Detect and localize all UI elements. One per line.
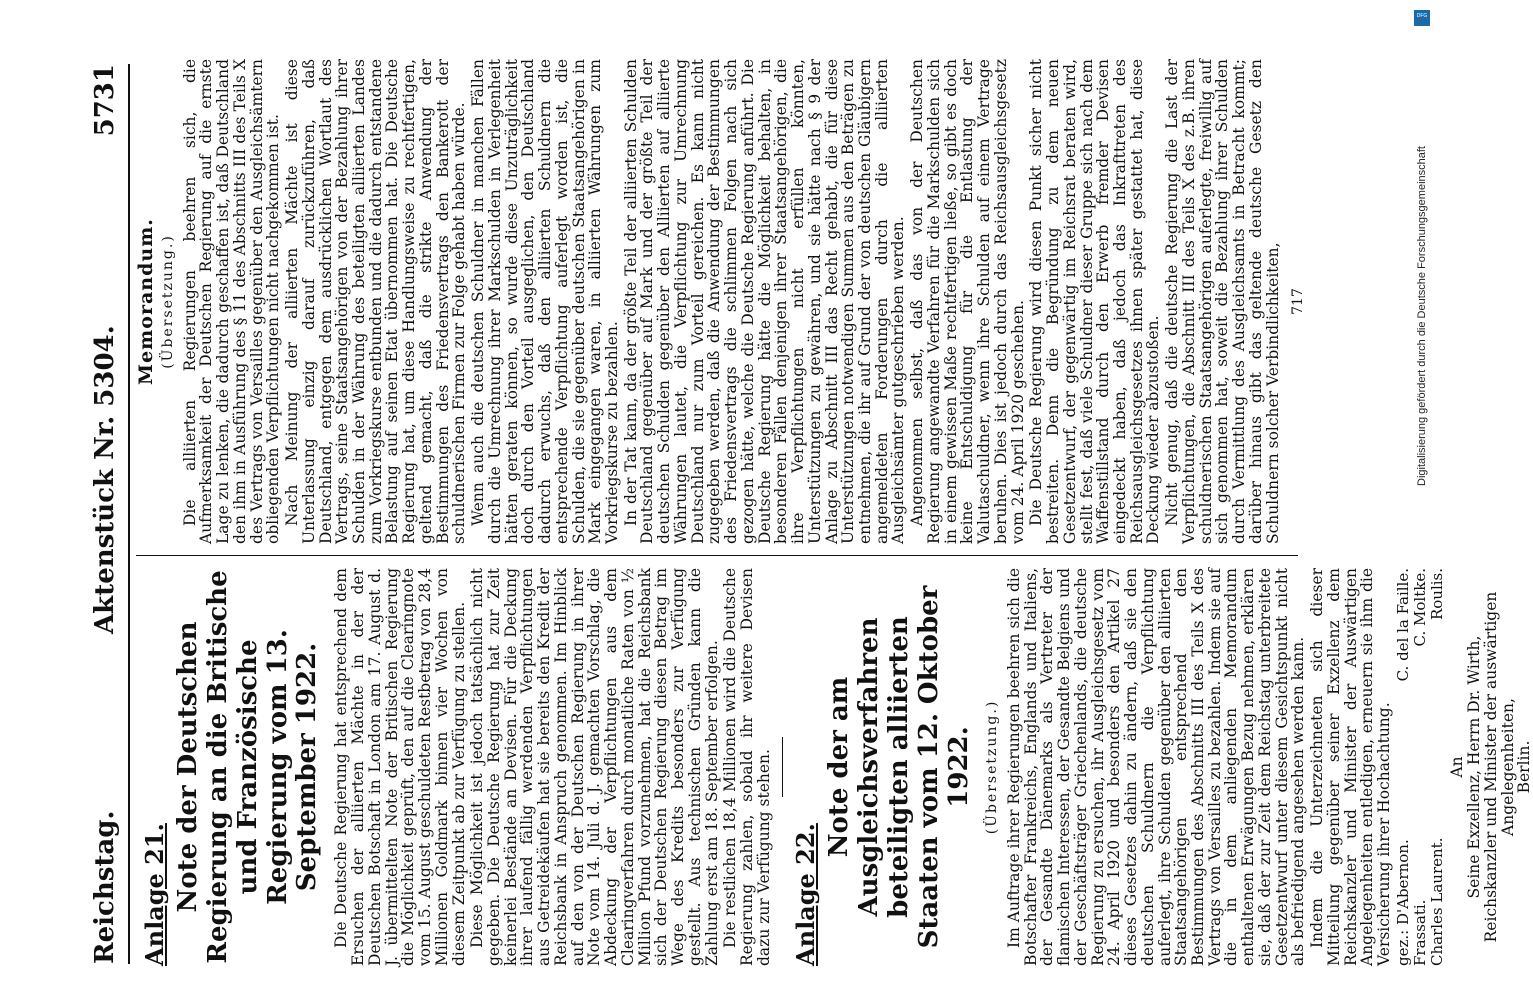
signature: Charles Laurent. <box>1428 837 1447 966</box>
signature: gez.: D'Abernon. <box>1393 839 1412 966</box>
anlage-21-label: Anlage 21. <box>140 823 169 966</box>
memorandum-subtitle: (Übersetzung.) <box>159 234 176 369</box>
dfg-sidebar <box>1414 10 1430 580</box>
memorandum-paragraph: Nach Meinung der alliierten Mächte ist diese Unterlassung einzig darauf zurückzuführen, daß Deutschland, entgegen dem ausdrücklichen Wortlaut des Vertrags, seine Staatsangehörigen von der Bezahlung ihrer Schulden in der Währung des beteiligten alliierten Landes zum Vorkriegskurse entbunden und die dadurch entstandene Belastung auf seinen Etat übernommen hat. Die Deutsche Regierung hat, um diese Handlungsweise zu rechtfertigen, geltend gemacht, daß die strikte Anwendung der Bestimmungen des Friedensvertrags den Bankerott der schuldnerischen Firmen zur Folge gehabt haben würde. <box>283 59 469 544</box>
signature: Roulis. <box>1428 568 1447 621</box>
header-page-number: 5731 <box>90 64 120 137</box>
signature-row <box>1429 568 1445 966</box>
column-divider <box>136 555 1298 556</box>
anlage-22-title: Note der am Ausgleichsverfahren beteiligten alliierten Staaten vom 12. Oktober 1922. <box>824 585 974 949</box>
digitization-note: Digitalisierung gefördert durch die Deutsche Forschungsgemeinschaft <box>1416 146 1428 486</box>
header-center: Aktenstück Nr. 5304. <box>90 325 120 634</box>
address-line: Seine Exzellenz, Herrn Dr. Wirth, <box>1465 635 1484 899</box>
address-line: Reichskanzler und Minister der auswärtigen Angelegenheiten, <box>1481 591 1517 943</box>
signature: C. del la Faille. <box>1393 568 1412 682</box>
anlage-22-subtitle: (Übersetzung.) <box>983 699 1000 835</box>
anlage-21-title: Note der Deutschen Regierung an die Britische und Französische Regierung vom 13. September 1922. <box>172 570 323 964</box>
anlage-22-paragraph: Im Auftrage ihrer Regierungen beehren sich die Botschafter Frankreichs, Englands und Italiens, der Gesandte Dänemarks als Vertreter der flamischen Interessen, der Gesandte Belgiens und der Geschäftsträger Griechenlands, die deutsche Regierung zu ersuchen, ihr Ausgleichsgesetz vom 24. April 1920 und besonders den Artikel 27 dieses Gesetzes dahin zu ändern, daß sie den deutschen Schuldnern die Verpflichtung auferlegt, ihre Schulden gegenüber den alliierten Staatsangehörigen entsprechend den Bestimmungen des Abschnitts III des Teils X des Vertrags von Versailles zu bezahlen. Indem sie auf die in dem anliegenden Memorandum enthaltenen Erwägungen Bezug nehmen, erklären sie, daß der zur Zeit dem Reichstag unterbreitete Gesetzentwurf unter diesem Gesichtspunkt nicht als befriedigend angesehen werden kann. <box>1004 568 1308 966</box>
address-line: Berlin. <box>1515 740 1533 794</box>
memorandum-paragraph: Angenommen selbst, daß das von der Deutschen Regierung angewandte Verfahren für die Markschulden sich in einem gewissen Maße rechtfertigen ließe, so gibt es doch keine Entschuldigung für die Entlastung der Valutaschuldner, wenn ihre Schulden auf einem Vertrage beruhen. Dies ist jedoch durch das Reichsausgleichsgesetz vom 24. April 1920 geschehen. <box>908 59 1027 544</box>
page-number: 717 <box>1290 288 1307 315</box>
header-left: Reichstag. <box>90 810 120 964</box>
memorandum-title: Memorandum. <box>135 218 157 385</box>
memorandum-paragraph: Nicht genug, daß die deutsche Regierung die Last der Verpflichtungen, die Abschnitt III des Teils X des z.B. ihren schuldnerischen Staatsangehörigen auferlegte, freiwillig auf sich genommen hat, soweit die Bezahlung ihrer Schulden durch Vermittlung des Ausgleichsamts in Betracht kommt; darüber hinaus gibt das geltende deutsche Gesetz den Schuldnern solcher Verbindlichkeiten, <box>1163 59 1282 544</box>
address-block <box>1449 568 1533 966</box>
right-column <box>136 59 1306 544</box>
memorandum-paragraph: Die Deutsche Regierung wird diesen Punkt sicher nicht bestreiten. Denn die Begründung zu dem neuen Gesetzentwurf, der gegenwärtig im Reichsrat beraten wird, stellt fest, daß viele Schuldner dieser Gruppe sich nach dem Waffenstillstand durch den Erwerb fremder Devisen eingedeckt haben, daß jedoch das Inkrafttreten des Reichsausgleichsgesetzes ihnen später gestattet hat, diese Deckung wieder abzustoßen. <box>1027 59 1163 544</box>
dfg-logo-text: DFG <box>1416 13 1428 19</box>
header-rule <box>128 64 130 964</box>
anlage-22-label: Anlage 22. <box>791 823 821 966</box>
signature-row <box>1395 568 1411 966</box>
left-column <box>136 568 1533 966</box>
signature-block <box>1395 568 1446 966</box>
dfg-logo <box>1414 10 1430 26</box>
page-header <box>84 64 124 964</box>
anlage-21-paragraph: Diese Möglichkeit ist jedoch tatsächlich nicht gegeben. Die Deutsche Regierung hat zur Zeit keinerlei Bestände an Devisen. Für die Deckung ihrer laufend fällig werdenden Verpflichtungen aus Getreidekäufen hat sie bereits den Kredit der Reichsbank in Anspruch genommen. Im Hinblick auf den von der Deutschen Regierung in ihrer Note vom 14. Juli d. J. gemachten Vorschlag, die Abdeckung der Verpflichtungen aus dem Clearingverfahren durch monatliche Raten von ½ Million Pfund vorzunehmen, hat die Reichsbank sich der Deutschen Regierung diesen Betrag im Wege des Kredits besonders zur Verfügung gestellt. Aus technischen Gründen kann die Zahlung erst am 18. September erfolgen. <box>468 568 721 966</box>
address-line: An <box>1448 756 1467 778</box>
signature: C. Moltke. <box>1411 568 1429 647</box>
anlage-22-paragraph: Indem die Unterzeichneten sich dieser Mitteilung gegenüber seiner Exzellenz dem Reichskanzler und Minister der Auswärtigen Angelegenheiten entledigen, erneuern sie ihm die Versicherung ihrer Hochachtung. <box>1308 568 1394 966</box>
memorandum-paragraph: Wenn auch die deutschen Schuldner in manchen Fällen durch die Umrechnung ihrer Markschulden in Verlegenheit hätten geraten können, so wurde diese Unzuträglichkeit doch durch den Vorteil ausgeglichen, den Deutschland dadurch erwuchs, daß den alliierten Schuldnern die entsprechende Verpflichtung auferlegt worden ist, die Schulden, die sie gegenüber deutschen Staatsangehörigen in Mark eingegangen waren, in alliierten Währungen zum Vorkriegskurse zu bezahlen. <box>469 59 621 544</box>
anlage-21-paragraph: Die restlichen 18,4 Millionen wird die Deutsche Regierung zahlen, sobald ihr weitere Devisen dazu zur Verfügung stehen. <box>721 568 773 966</box>
signature: Frassati. <box>1411 899 1429 966</box>
memorandum-paragraph: Die alliierten Regierungen beehren sich, die Aufmerksamkeit der Deutschen Regierung auf die ernste Lage zu lenken, die dadurch geschaffen ist, daß Deutschland den ihm in Ausführung des § 11 des Abschnitts III des Teils X des Vertrags von Versailles gegenüber den Ausgleichsämtern obliegenden Verpflichtungen nicht nachgekommen ist. <box>180 59 283 544</box>
signature-row <box>1412 568 1428 966</box>
anlage-21-paragraph: Die Deutsche Regierung hat entsprechend dem Ersuchen der alliierten Mächte in der der Deutschen Botschaft in London am 17. August d. J. übermittelten Note der Britischen Regierung die Möglichkeit geprüft, den auf die Clearingnote vom 15. August geschuldeten Restbetrag von 28,4 Millionen Goldmark binnen vier Wochen von diesem Zeitpunkt ab zur Verfügung zu stellen. <box>332 568 468 966</box>
section-divider <box>782 737 783 797</box>
memorandum-paragraph: In der Tat kann, da der größte Teil der alliierten Schulden Deutschland gegenüber auf Mark und der größte Teil der deutschen Schulden gegenüber den Alliierten auf alliierte Währungen lautet, die Verpflichtung zur Umrechnung Deutschland nur zum Vorteil gereichen. Es kann nicht zugegeben werden, daß die Anwendung der Bestimmungen des Friedensvertrags die schlimmen Folgen nach sich gezogen hätte, welche die Deutsche Regierung anführt. Die Deutsche Regierung hätte die Möglichkeit behalten, in besonderen Fällen denjenigen ihrer Staatsangehörigen, die ihre Verpflichtungen nicht erfüllen könnten, Unterstützungen zu gewähren, und sie hätte nach § 9 der Anlage zu Abschnitt III das Recht gehabt, die für diese Unterstützungen notwendigen Summen aus den Beträgen zu entnehmen, die ihr auf Grund der von deutschen Gläubigern angemeldeten Forderungen durch die alliierten Ausgleichsämter gutgeschrieben werden. <box>621 59 908 544</box>
